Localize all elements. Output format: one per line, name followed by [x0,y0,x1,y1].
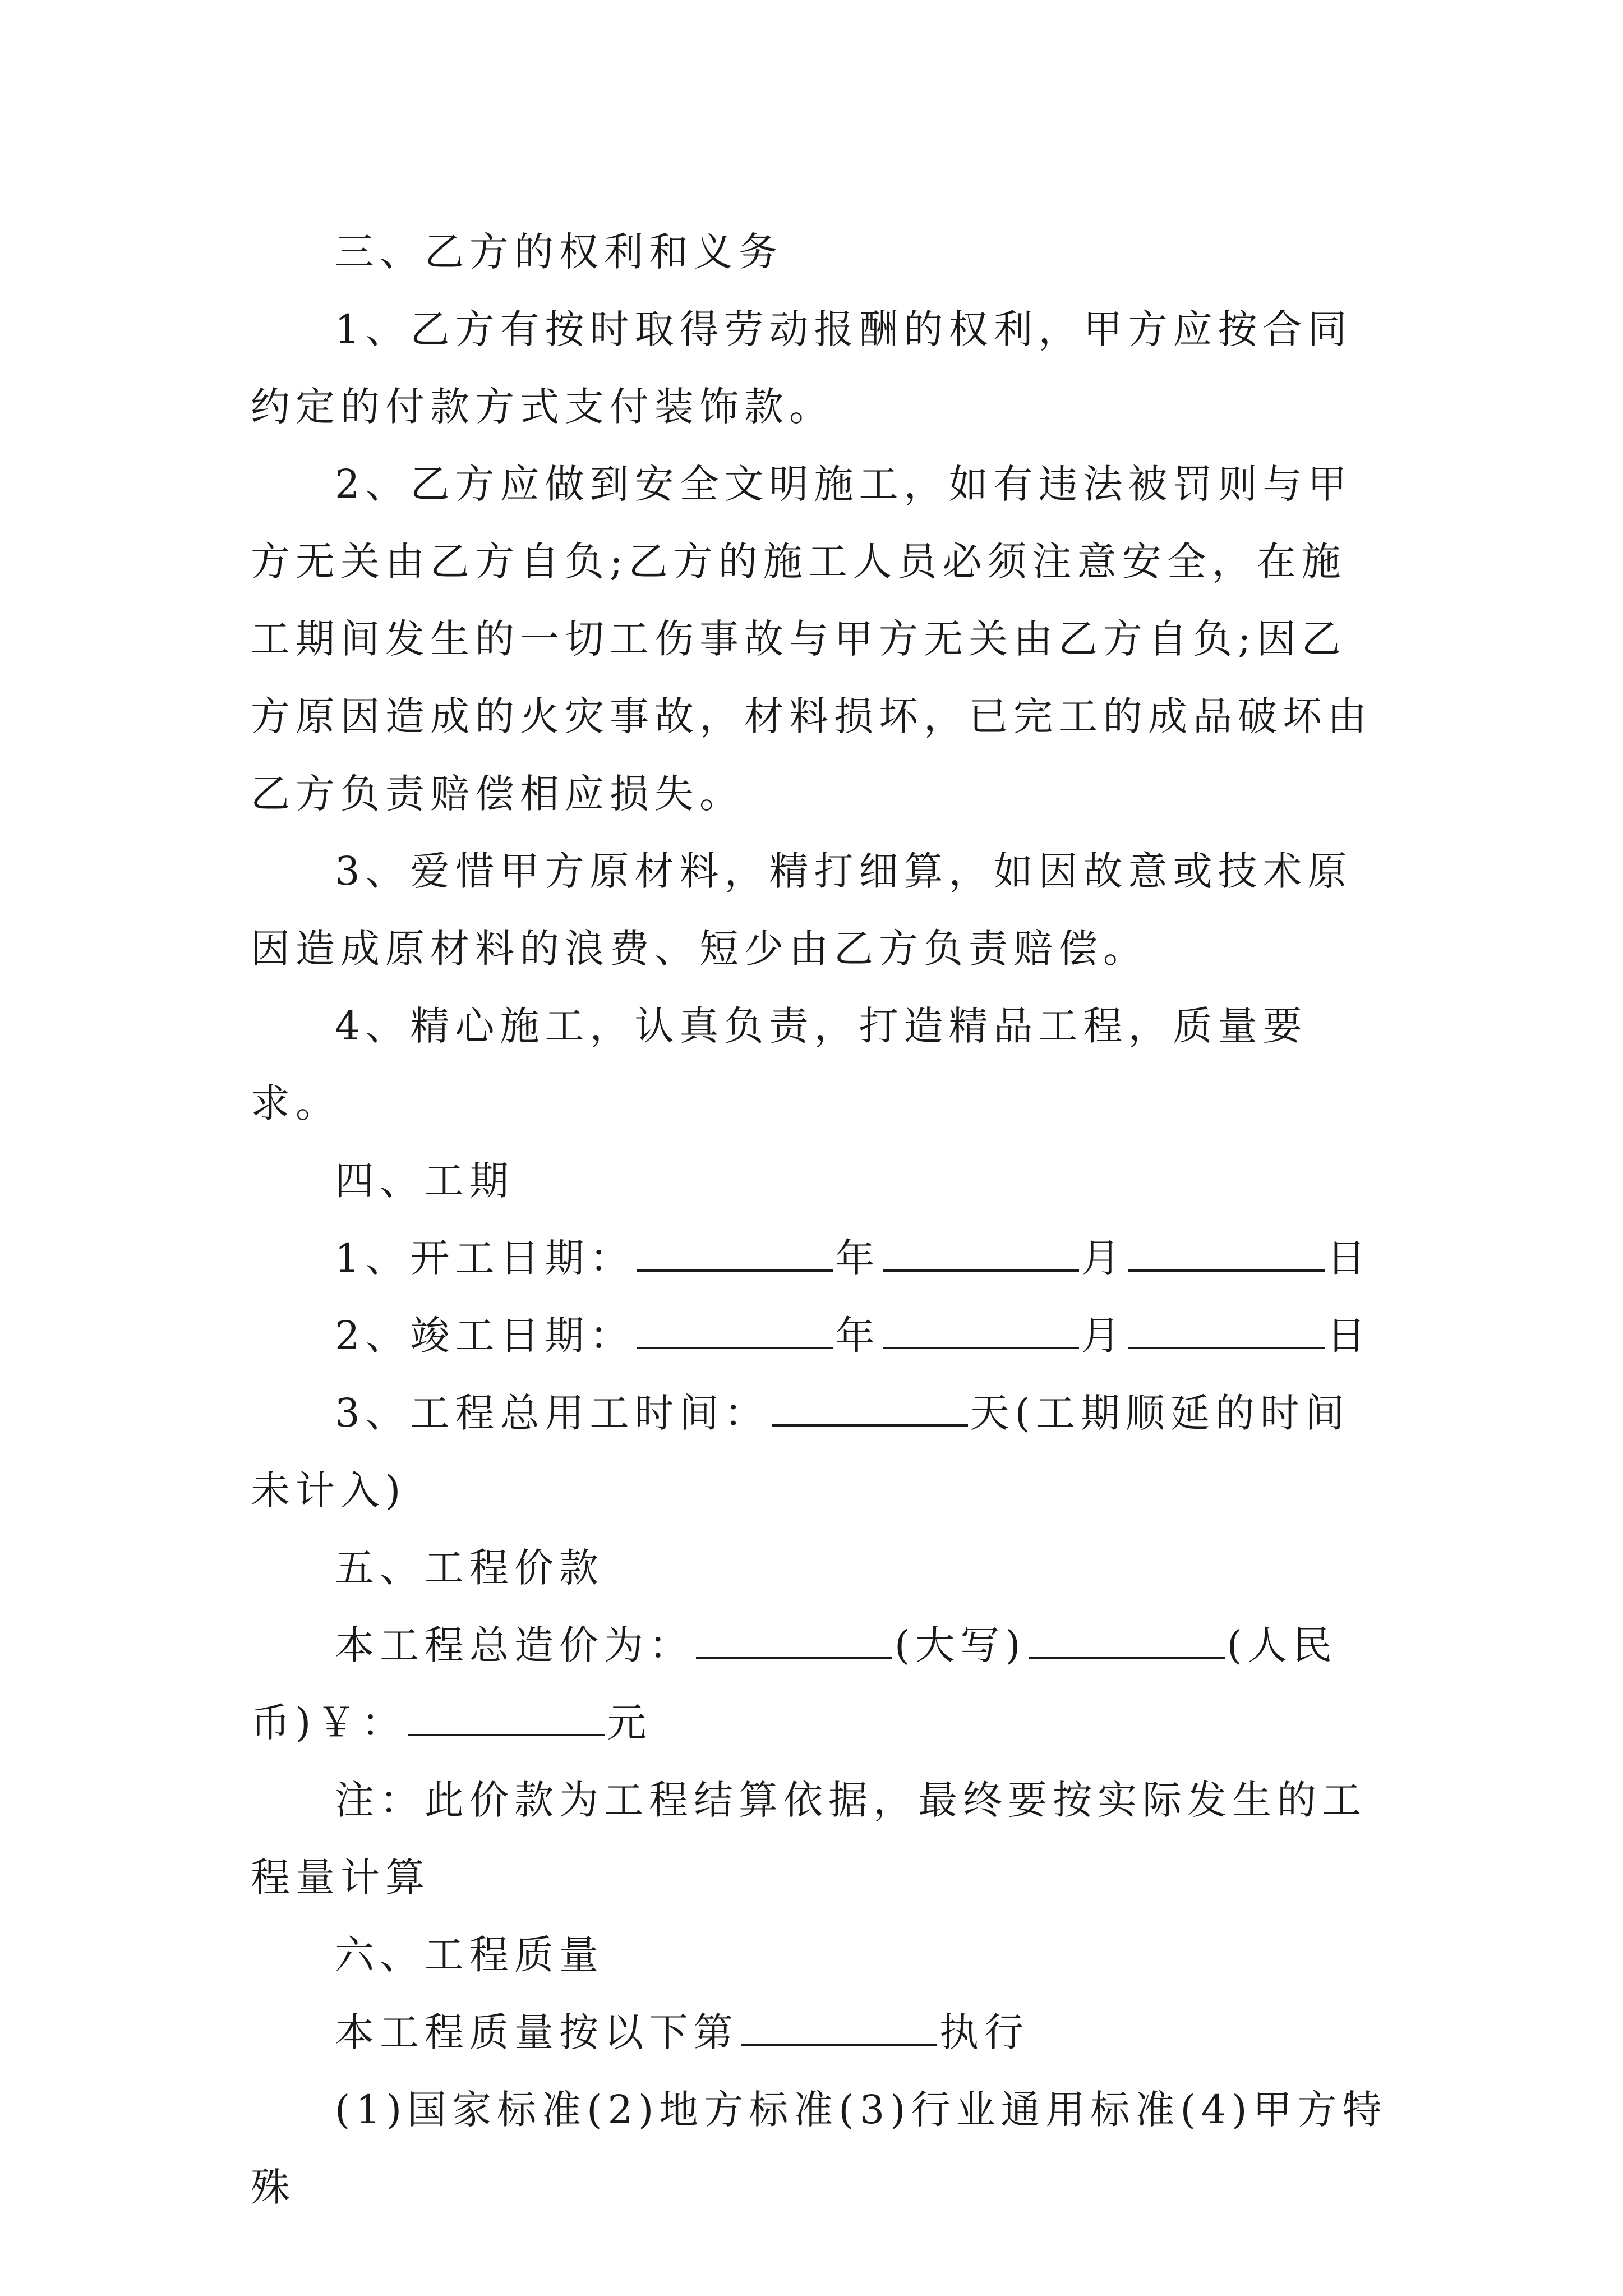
total-work-time-tail: 天(工期顺延的时间未计入) [251,1390,1350,1513]
yuan-label: 元 [607,1700,652,1746]
section-3-clause-4: 4、精心施工，认真负责，打造精品工程，质量要求。 [251,1003,1308,1126]
quality-standard-blank [741,2009,937,2046]
quality-standard-label: 本工程质量按以下第 [335,2009,739,2055]
quality-standard-tail: 执行 [939,2009,1029,2055]
day-label: 日 [1326,1235,1372,1281]
start-year-blank [637,1235,833,1272]
price-rmb-blank [1029,1622,1225,1659]
section-3-heading: 三、乙方的权利和义务 [335,229,783,275]
section-4-heading: 四、工期 [335,1158,514,1204]
price-yuan-blank [408,1699,605,1736]
start-date-label: 1、开工日期： [335,1235,635,1281]
total-days-blank [772,1389,968,1427]
quality-standard-line [251,1994,1389,2071]
end-date-label: 2、竣工日期： [335,1313,635,1359]
section-3-clause-1: 1、乙方有按时取得劳动报酬的权利，甲方应按合同约定的付款方式支付装饰款。 [251,306,1353,430]
section-3-clause-3: 3、爱惜甲方原材料，精打细算，如因故意或技术原因造成原材料的浪费、短少由乙方负责赔偿。 [251,848,1353,972]
contract-body [251,213,1389,2226]
month-label: 月 [1081,1313,1126,1359]
end-day-blank [1128,1312,1325,1349]
start-month-blank [883,1235,1079,1272]
end-date-line [251,1297,1389,1374]
end-month-blank [883,1312,1079,1349]
total-price-line [251,1607,1389,1761]
capital-label: (大写) [895,1622,1026,1668]
section-6-heading: 六、工程质量 [335,1932,604,1978]
quality-standard-options: (1)国家标准(2)地方标准(3)行业通用标准(4)甲方特殊 [251,2087,1387,2210]
total-work-time-line [251,1374,1389,1529]
year-label: 年 [835,1313,880,1359]
start-date-line [251,1220,1389,1297]
end-year-blank [637,1312,833,1349]
month-label: 月 [1081,1235,1126,1281]
rmb-label: (人民币)￥： [251,1622,1338,1746]
price-capital-blank [696,1622,892,1659]
section-5-heading: 五、工程价款 [335,1545,604,1591]
year-label: 年 [835,1235,880,1281]
day-label: 日 [1326,1313,1372,1359]
total-work-time-label: 3、工程总用工时间： [335,1390,769,1436]
start-day-blank [1128,1235,1325,1272]
total-price-label: 本工程总造价为： [335,1622,694,1668]
section-3-clause-2: 2、乙方应做到安全文明施工，如有违法被罚则与甲方无关由乙方自负;乙方的施工人员必须注意安全，在施工期间发生的一切工伤事故与甲方无关由乙方自负;因乙方原因造成的火灾事故，材料损坏，已完工的成品破坏由乙方负责赔偿相应损失。 [251,461,1372,817]
price-note: 注：此价款为工程结算依据，最终要按实际发生的工程量计算 [251,1777,1367,1901]
